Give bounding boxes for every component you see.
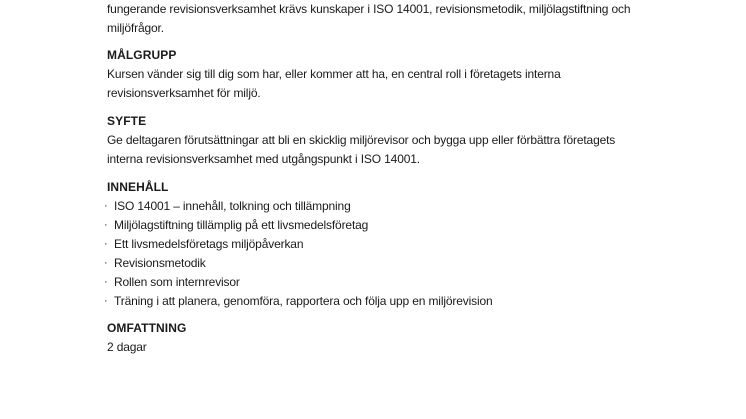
section-syfte bbox=[107, 112, 615, 169]
omfattning-heading: OMFATTNING bbox=[107, 321, 187, 335]
list-item: · Miljölagstiftning tillämplig på ett livsmedelsföretag bbox=[107, 216, 493, 235]
intro-line-2: miljöfrågor. bbox=[107, 21, 164, 35]
list-item: · Rollen som internrevisor bbox=[107, 273, 493, 292]
list-item: · Ett livsmedelsföretags miljöpåverkan bbox=[107, 235, 493, 254]
list-item: · ISO 14001 – innehåll, tolkning och tillämpning bbox=[107, 197, 493, 216]
section-innehall bbox=[104, 178, 493, 311]
bullet-icon: · bbox=[104, 238, 108, 250]
syfte-heading: SYFTE bbox=[107, 114, 147, 128]
syfte-line-1: Ge deltagaren förutsättningar att bli en skicklig miljörevisor och bygga upp eller förbättra företagets bbox=[107, 133, 616, 147]
malgrupp-line-1: Kursen vänder sig till dig som har, eller kommer att ha, en central roll i företagets interna bbox=[107, 67, 561, 81]
innehall-heading: INNEHÅLL bbox=[107, 180, 169, 194]
malgrupp-heading: MÅLGRUPP bbox=[107, 48, 177, 62]
bullet-icon: · bbox=[104, 257, 108, 269]
section-malgrupp bbox=[107, 46, 561, 103]
omfattning-value: 2 dagar bbox=[107, 340, 147, 354]
bullet-icon: · bbox=[104, 200, 108, 212]
intro-line-1: fungerande revisionsverksamhet krävs kunskaper i ISO 14001, revisionsmetodik, miljölagstiftning och bbox=[107, 2, 631, 16]
intro-paragraph bbox=[107, 0, 630, 38]
bullet-icon: · bbox=[104, 295, 108, 307]
innehall-list bbox=[104, 197, 493, 311]
list-item: · Träning i att planera, genomföra, rapportera och följa upp en miljörevision bbox=[107, 292, 493, 311]
list-item: · Revisionsmetodik bbox=[107, 254, 493, 273]
syfte-line-2: interna revisionsverksamhet med utgångspunkt i ISO 14001. bbox=[107, 152, 420, 166]
bullet-icon: · bbox=[104, 219, 108, 231]
malgrupp-line-2: revisionsverksamhet för miljö. bbox=[107, 86, 261, 100]
section-omfattning bbox=[107, 319, 186, 357]
bullet-icon: · bbox=[104, 276, 108, 288]
